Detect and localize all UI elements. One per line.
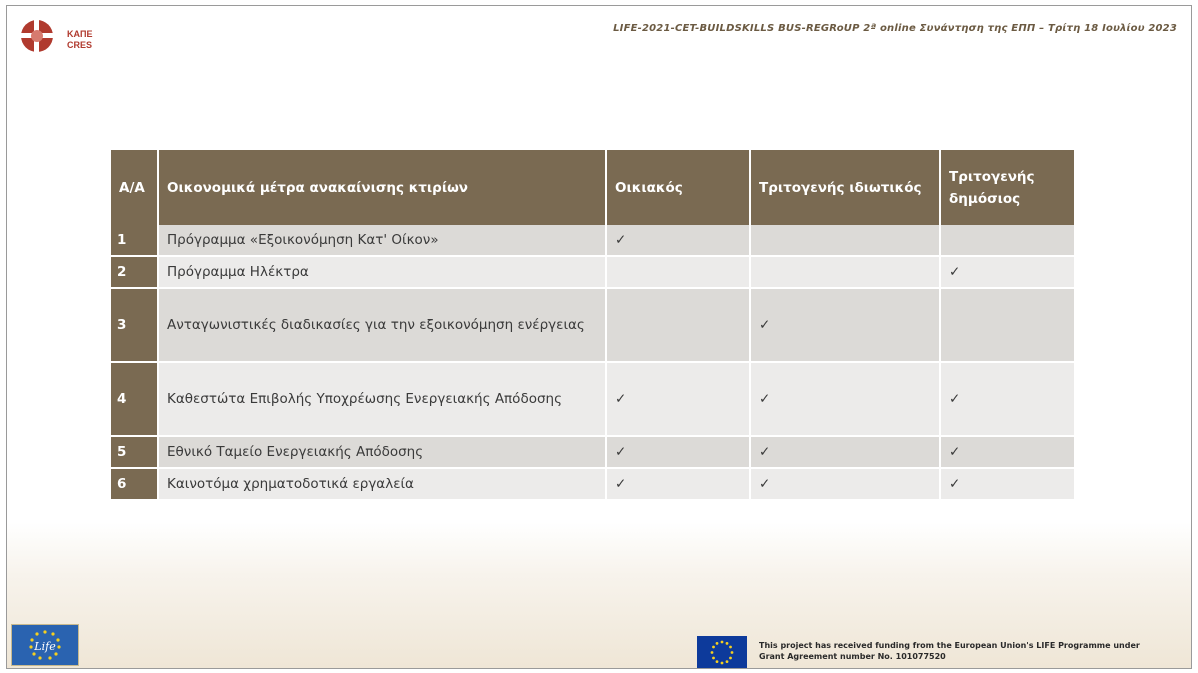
column-header-index: Α/Α	[111, 150, 158, 225]
public-cell	[940, 225, 1074, 256]
table-row	[111, 468, 1074, 500]
residential-cell: ✓	[606, 362, 750, 436]
meeting-title: LIFE-2021-CET-BUILDSKILLS BUS-REGRoUP 2ª online Συνάντηση της ΕΠΠ – Τρίτη 18 Ιουλίου 2023	[613, 23, 1177, 34]
measure-cell: Καινοτόμα χρηματοδοτικά εργαλεία	[158, 468, 606, 500]
funding-line-2: Grant Agreement number No. 101077520	[759, 652, 946, 661]
measure-cell: Πρόγραμμα Ηλέκτρα	[158, 256, 606, 288]
svg-text:Life: Life	[34, 640, 56, 653]
logo-text-greek: ΚΑΠΕ	[67, 29, 93, 39]
table-row	[111, 256, 1074, 288]
private-cell: ✓	[750, 436, 940, 468]
slide	[6, 5, 1192, 669]
public-cell: ✓	[940, 436, 1074, 468]
row-number: 4	[111, 362, 158, 436]
cres-logo	[19, 16, 119, 66]
public-cell: ✓	[940, 256, 1074, 288]
column-header-private: Τριτογενής ιδιωτικός	[750, 150, 940, 225]
private-cell: ✓	[750, 288, 940, 362]
logo-text	[67, 29, 93, 51]
eu-flag-icon	[697, 636, 747, 669]
funding-statement	[759, 640, 1140, 662]
public-cell: ✓	[940, 468, 1074, 500]
table-header-row	[111, 150, 1074, 225]
row-number: 2	[111, 256, 158, 288]
table-row	[111, 288, 1074, 362]
logo-text-latin: CRES	[67, 40, 93, 50]
row-number: 5	[111, 436, 158, 468]
funding-line-1: This project has received funding from the European Union's LIFE Programme under	[759, 641, 1140, 650]
private-cell	[750, 256, 940, 288]
public-cell	[940, 288, 1074, 362]
measure-cell: Καθεστώτα Επιβολής Υποχρέωσης Ενεργειακής Απόδοσης	[158, 362, 606, 436]
measures-table	[111, 150, 1074, 501]
life-logo-icon	[12, 625, 78, 665]
life-programme-logo	[11, 624, 79, 666]
residential-cell: ✓	[606, 468, 750, 500]
row-number: 1	[111, 225, 158, 256]
table-row	[111, 225, 1074, 256]
residential-cell: ✓	[606, 436, 750, 468]
private-cell	[750, 225, 940, 256]
column-header-public: Τριτογενής δημόσιος	[940, 150, 1074, 225]
row-number: 6	[111, 468, 158, 500]
row-number: 3	[111, 288, 158, 362]
residential-cell	[606, 288, 750, 362]
measure-cell: Ανταγωνιστικές διαδικασίες για την εξοικονόμηση ενέργειας	[158, 288, 606, 362]
measure-cell: Εθνικό Ταμείο Ενεργειακής Απόδοσης	[158, 436, 606, 468]
table-row	[111, 362, 1074, 436]
residential-cell: ✓	[606, 225, 750, 256]
column-header-measure: Οικονομικά μέτρα ανακαίνισης κτιρίων	[158, 150, 606, 225]
cres-logo-icon	[19, 16, 55, 56]
private-cell: ✓	[750, 362, 940, 436]
private-cell: ✓	[750, 468, 940, 500]
residential-cell	[606, 256, 750, 288]
column-header-residential: Οικιακός	[606, 150, 750, 225]
public-cell: ✓	[940, 362, 1074, 436]
table-row	[111, 436, 1074, 468]
measure-cell: Πρόγραμμα «Εξοικονόμηση Κατ' Οίκον»	[158, 225, 606, 256]
